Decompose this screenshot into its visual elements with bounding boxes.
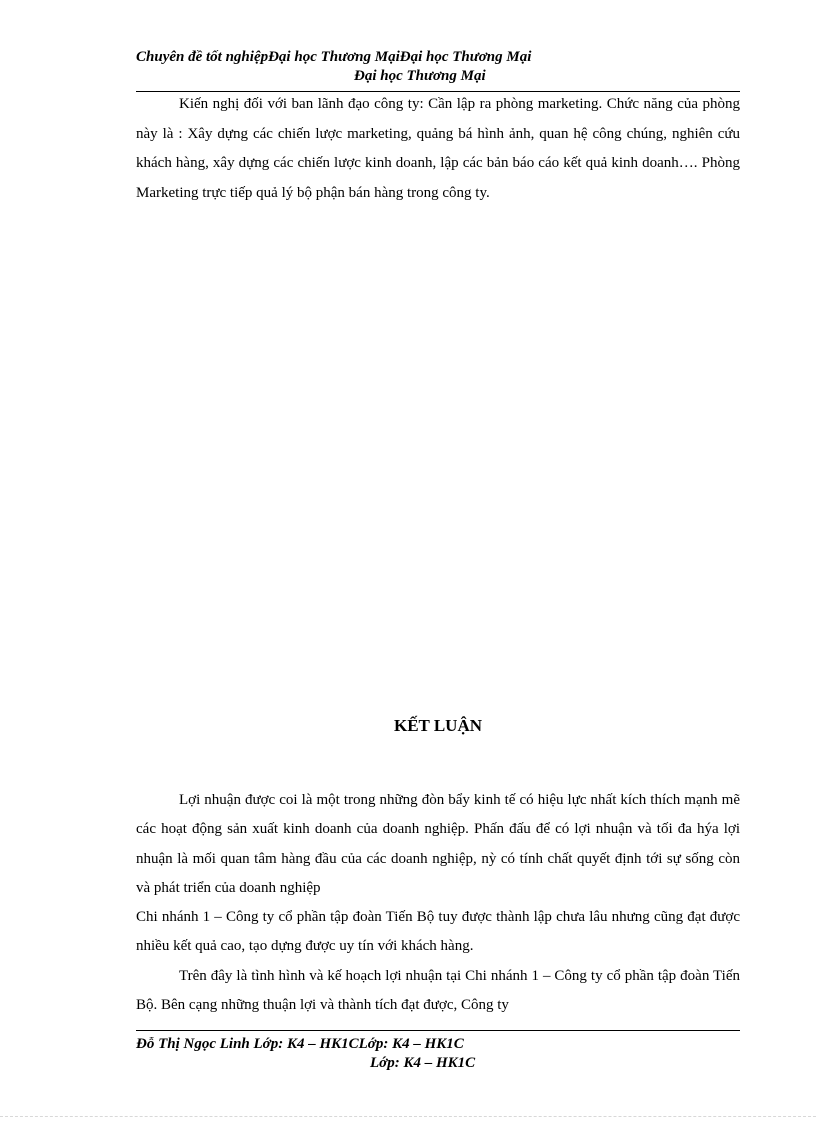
page-header xyxy=(136,48,740,86)
footer-line-1: Đỗ Thị Ngọc Linh Lớp: K4 – HK1CLớp: K4 – HK1C xyxy=(136,1036,464,1052)
conclusion-paragraph-1: Lợi nhuận được coi là một trong những đòn bẩy kinh tế có hiệu lực nhất kích thích mạnh mẽ các hoạt động sản xuất kinh doanh của doanh nghiệp. Phấn đấu để có lợi nhuận và tối đa hýa lợi nhuận là mối quan tâm hàng đầu của các doanh nghiệp, nỳ có tính chất quyết định tới sự sống còn và phát triển của doanh nghiệp xyxy=(136,792,740,896)
page-footer xyxy=(136,1035,740,1073)
header-line-1: Chuyên đề tốt nghiệpĐại học Thương MạiĐại học Thương Mại xyxy=(136,49,532,65)
recommendation-paragraph: Kiến nghị đối với ban lãnh đạo công ty: Cần lập ra phòng marketing. Chức năng của phòng này là : Xây dựng các chiến lược marketing, quảng bá hình ảnh, quan hệ công chúng, nghiên cứu khách hàng, xây dựng các chiến lược kinh doanh, lập các bản báo cáo kết quả kinh doanh…. Phòng Marketing trực tiếp quả lý bộ phận bán hàng trong công ty. xyxy=(136,96,740,201)
footer-line-2: Lớp: K4 – HK1C xyxy=(370,1055,476,1071)
conclusion-heading: KẾT LUẬN xyxy=(393,716,482,735)
conclusion-paragraph-2: Trên đây là tình hình và kế hoạch lợi nhuận tại Chi nhánh 1 – Công ty cổ phần tập đoàn Tiến Bộ. Bên cạng những thuận lợi và thành tích đạt được, Công ty xyxy=(136,968,740,1014)
header-line-2: Đại học Thương Mại xyxy=(354,68,486,84)
conclusion-paragraph-1-continued: Chi nhánh 1 – Công ty cổ phần tập đoàn Tiến Bộ tuy được thành lập chưa lâu nhưng cũng đạt được nhiều kết quả cao, tạo dựng được uy tín với khách hàng. xyxy=(136,909,740,955)
footer-divider xyxy=(136,1030,740,1031)
page-boundary xyxy=(0,1116,816,1117)
